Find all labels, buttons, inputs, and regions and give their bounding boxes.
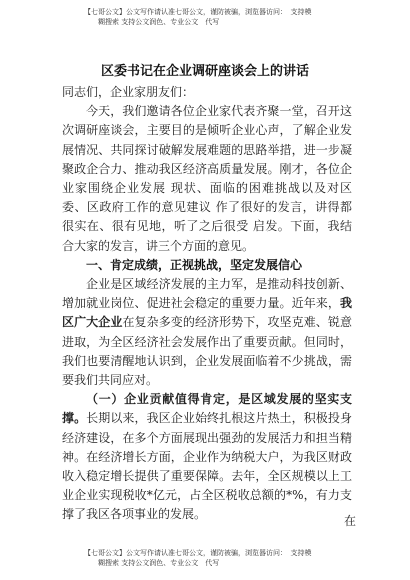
header-banner	[84, 7, 384, 27]
salutation: 同志们，企业家朋友们：	[62, 85, 195, 99]
paragraph-3	[62, 390, 352, 524]
banner-line-2: 糊搜索 支持公文润色、专业公文 代写	[98, 18, 220, 26]
footer-line-1: 【七哥公文】公文写作请认准七哥公文，谨防被骗，浏览器访问： 支持模	[84, 549, 312, 557]
paragraph-2-emphasis: 我区广大企业	[62, 296, 352, 330]
paragraph-1: 今天，我们邀请各位企业家代表齐聚一堂，召开这次调研座谈会，主要目的是倾听企业心声，了解企业发展情况、共同探讨破解发展难题的思路举措，进一步凝聚政企合力、推动我区经济高质量发展。刚才，各位企业家围绕企业发展 现状、面临的困难挑战以及对区委、区政府工作的意见建议 作了很好的发言，讲得都很实在、很有见地，听了之后很受 启发。下面，我结合大家的发言，讲三个方面的意见。	[62, 104, 352, 253]
footer-banner	[84, 548, 384, 568]
banner-line-1: 【七哥公文】公文写作请认准七哥公文，谨防被骗，浏览器访问： 支持模	[84, 8, 312, 16]
page-title: 区委书记在企业调研座谈会上的讲话	[100, 64, 309, 79]
document-body	[62, 82, 352, 525]
paragraph-3-text: 长期以来，我区企业始终扎根这片热土，积极投身经济建设，在多个方面展现出强劲的发展活力和担当精神。在经济增长方面，企业作为纳税大户，为我区财政收入稳定增长提供了重要保障。去年，全区规模以上工业企业实现税收*亿元，占全区税收总额的*%，有力支撑了我区各项事业的发展。	[62, 411, 352, 522]
paragraph-2-text-c: 在复杂多变的经济形势下，攻坚克难、锐意进取，为全区经济社会发展作出了重要贡献。但同时，我们也要清醒地认识到，企业发展面临着不少挑战，需要我们共同应对。	[62, 315, 352, 388]
footer-line-2: 糊搜索 支持公文润色、专业公文 代写	[98, 559, 220, 567]
paragraph-2-text-a: 企业是区域经济发展的主力军，是推动科技创新、增加就业岗位、促进社会稳定的重要力量。近年来，	[62, 277, 352, 311]
subheading-1: （一）企业贡献值得肯定，是区域发展的坚实支撑。	[62, 392, 352, 426]
paragraph-2	[62, 275, 352, 390]
page-continuation: 在	[344, 514, 357, 528]
section-heading-1: 一、肯定成绩，正视挑战，坚定发展信心	[86, 257, 303, 272]
